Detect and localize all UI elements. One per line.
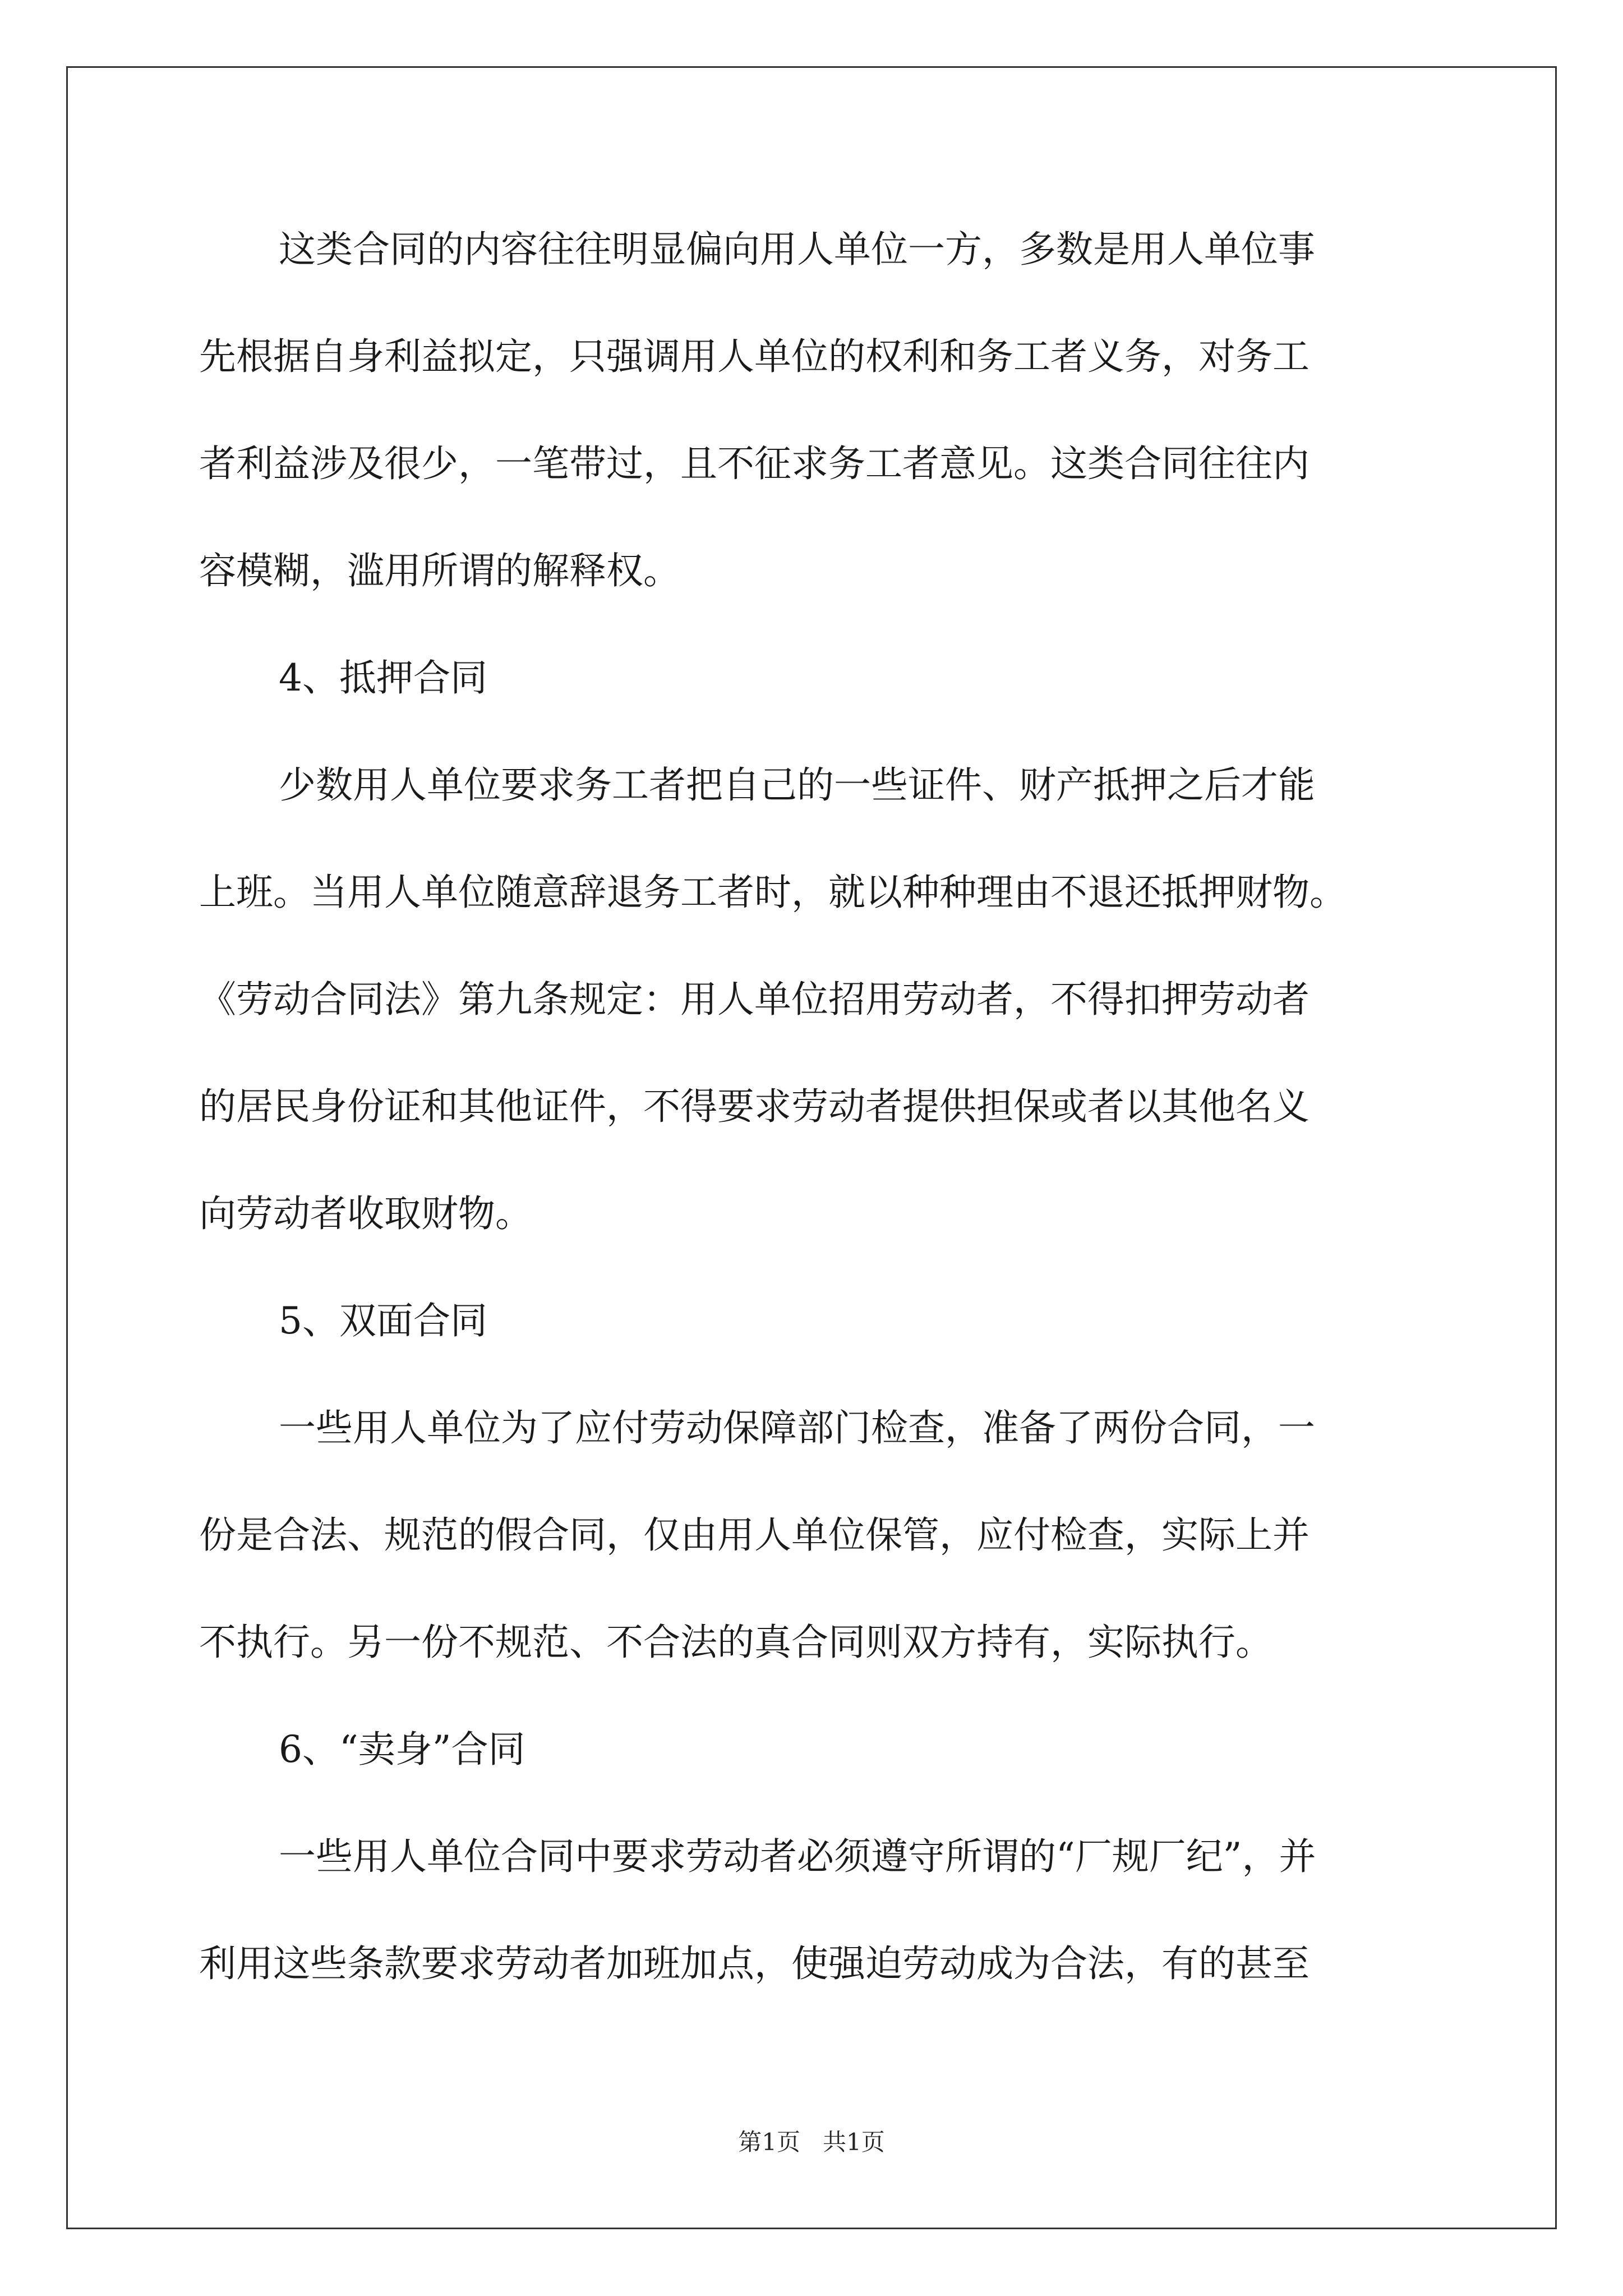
paragraph-line: 上班。当用人单位随意辞退务工者时，就以种种理由不退还抵押财物。 <box>199 871 1347 914</box>
paragraph-line: 的居民身份证和其他证件，不得要求劳动者提供担保或者以其他名义 <box>199 1085 1310 1128</box>
paragraph-line: 向劳动者收取财物。 <box>199 1192 532 1235</box>
page-footer: 第1页 共1页 <box>738 2128 885 2156</box>
section-heading: 6、“卖身”合同 <box>279 1728 525 1771</box>
paragraph-line: 少数用人单位要求务工者把自己的一些证件、财产抵押之后才能 <box>279 763 1315 807</box>
paragraph-line: 《劳动合同法》第九条规定：用人单位招用劳动者，不得扣押劳动者 <box>199 978 1310 1021</box>
paragraph-line: 不执行。另一份不规范、不合法的真合同则双方持有，实际执行。 <box>199 1621 1272 1664</box>
paragraph-line: 一些用人单位合同中要求劳动者必须遵守所谓的“厂规厂纪”，并 <box>279 1835 1316 1878</box>
paragraph-line: 先根据自身利益拟定，只强调用人单位的权利和务工者义务，对务工 <box>199 335 1310 378</box>
page-border <box>66 66 1557 2229</box>
section-heading: 5、双面合同 <box>279 1299 487 1342</box>
section-heading: 4、抵押合同 <box>279 656 487 700</box>
paragraph-line: 利用这些条款要求劳动者加班加点，使强迫劳动成为合法，有的甚至 <box>199 1942 1310 1985</box>
paragraph-line: 容模糊，滥用所谓的解释权。 <box>199 549 680 592</box>
paragraph-line: 份是合法、规范的假合同，仅由用人单位保管，应付检查，实际上并 <box>199 1513 1310 1557</box>
paragraph-line: 者利益涉及很少，一笔带过，且不征求务工者意见。这类合同往往内 <box>199 442 1310 485</box>
paragraph-line: 这类合同的内容往往明显偏向用人单位一方，多数是用人单位事 <box>279 228 1315 271</box>
paragraph-line: 一些用人单位为了应付劳动保障部门检查，准备了两份合同，一 <box>279 1406 1315 1450</box>
